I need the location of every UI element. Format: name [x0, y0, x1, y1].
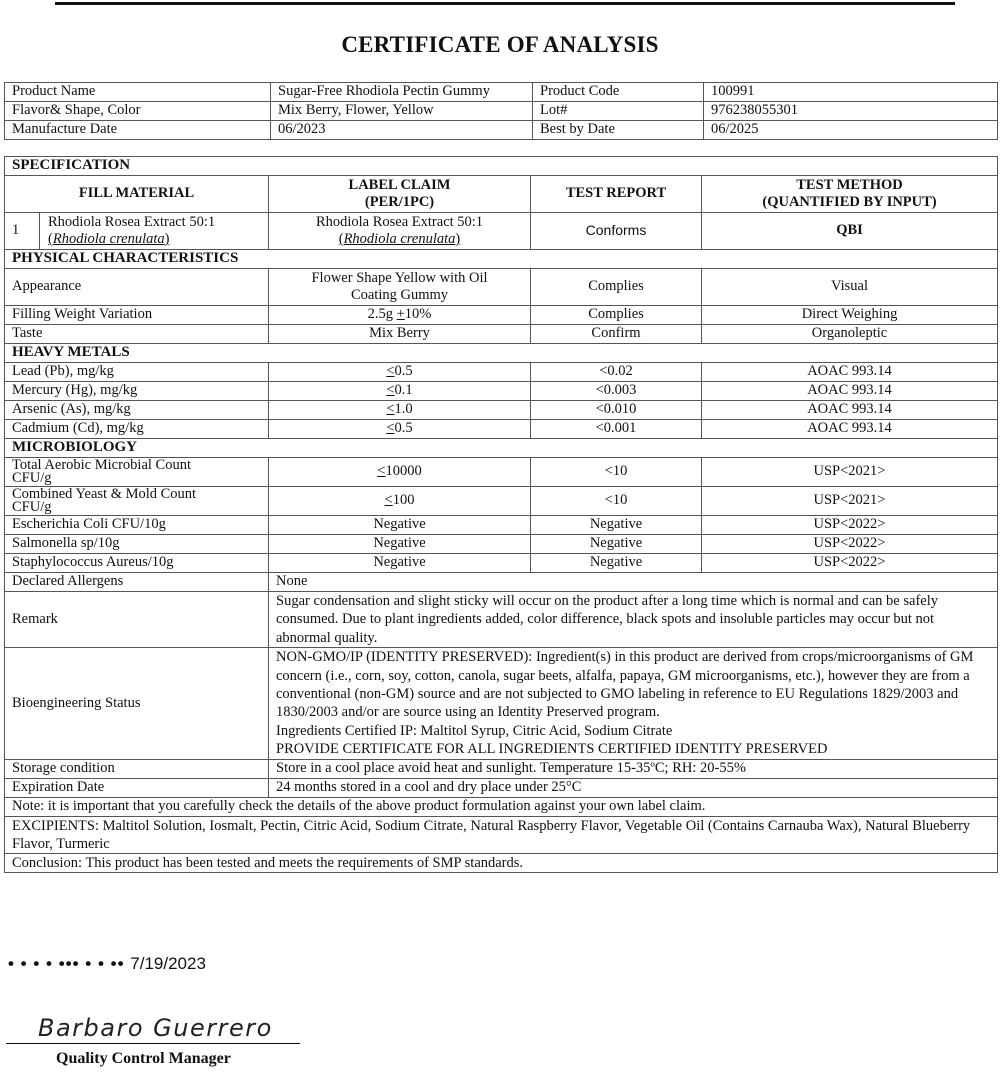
micro-label: Escherichia Coli CFU/10g: [5, 516, 269, 535]
signature-date: 7/19/2023: [130, 954, 206, 973]
table-row: [5, 420, 998, 439]
weight-claim-pm: +: [396, 306, 405, 323]
fill-claim-latin-open: (: [338, 231, 344, 247]
metal-claim-sym: <: [386, 401, 395, 418]
micro-report: Negative: [531, 516, 702, 535]
appearance-claim-line2: Coating Gummy: [350, 287, 449, 303]
section-header-row: [5, 250, 998, 269]
expiration-value: 24 months stored in a cool and dry place under 25°C: [269, 778, 998, 797]
value-cell: Sugar-Free Rhodiola Pectin Gummy: [271, 83, 533, 102]
yeast-mold-label: [5, 487, 269, 516]
appearance-label: Appearance: [5, 269, 269, 306]
signature-date-line: [8, 954, 206, 974]
expiration-label: Expiration Date: [5, 778, 269, 797]
table-row: [5, 854, 998, 873]
metal-claim-sym: <: [386, 382, 395, 399]
micro-method: USP<2022>: [702, 554, 998, 573]
fill-material-cell: [5, 213, 269, 250]
fill-latin: Rhodiola crenulata: [52, 231, 165, 247]
top-rule: [55, 2, 955, 5]
table-row: [5, 487, 998, 516]
metal-report: <0.02: [531, 363, 702, 382]
value-cell: Mix Berry, Flower, Yellow: [271, 102, 533, 121]
metal-claim: [269, 382, 531, 401]
bioengineering-provide: PROVIDE CERTIFICATE FOR ALL INGREDIENTS CERTIFIED IDENTITY PRESERVED: [276, 741, 828, 758]
fill-claim-latin-close: ): [455, 231, 461, 247]
micro-report: Negative: [531, 554, 702, 573]
table-row: [5, 535, 998, 554]
handwritten-signature: Barbaro Guerrero: [38, 1014, 273, 1042]
fill-name: Rhodiola Rosea Extract 50:1: [48, 214, 216, 230]
micro-method: USP<2022>: [702, 516, 998, 535]
label-cell: Manufacture Date: [5, 121, 271, 140]
test-report-header: TEST REPORT: [531, 176, 702, 213]
label-claim-header-line1: LABEL CLAIM: [348, 177, 451, 193]
signature-line: [6, 1043, 300, 1044]
micro-method: USP<2022>: [702, 535, 998, 554]
remark-label: Remark: [5, 592, 269, 648]
micro-claim: Negative: [269, 516, 531, 535]
tac-label-line2: CFU/g: [12, 470, 52, 486]
metal-claim-sym: <: [386, 363, 395, 380]
storage-label: Storage condition: [5, 759, 269, 778]
tac-claim-val: 10000: [385, 463, 422, 480]
metal-label: Lead (Pb), mg/kg: [5, 363, 269, 382]
metal-claim-val: 0.5: [394, 363, 413, 380]
label-cell: Product Code: [533, 83, 704, 102]
table-row: [5, 778, 998, 797]
heavy-metals-heading: HEAVY METALS: [5, 344, 998, 363]
label-claim-header-line2: (PER/1PC): [364, 194, 435, 210]
signer-role: Quality Control Manager: [56, 1050, 231, 1067]
metal-claim: [269, 420, 531, 439]
tac-claim: [269, 458, 531, 487]
section-header-row: [5, 344, 998, 363]
weight-claim-pct: 10%: [404, 306, 432, 323]
allergens-value: None: [269, 573, 998, 592]
micro-label: Staphylococcus Aureus/10g: [5, 554, 269, 573]
micro-report: Negative: [531, 535, 702, 554]
metal-method: AOAC 993.14: [702, 363, 998, 382]
product-info-table: [4, 82, 998, 140]
test-method-header: [702, 176, 998, 213]
table-row: [5, 592, 998, 648]
fill-claim-cell: [269, 213, 531, 250]
table-row: [5, 458, 998, 487]
table-row: [5, 816, 998, 854]
fill-material-inner-row: [5, 213, 268, 249]
weight-report: Complies: [531, 306, 702, 325]
taste-claim: Mix Berry: [269, 325, 531, 344]
fill-report: Conforms: [531, 213, 702, 250]
test-method-header-line1: TEST METHOD: [796, 177, 903, 193]
tac-label-line1: Total Aerobic Microbial Count: [12, 457, 191, 473]
bioengineering-text: [269, 648, 998, 759]
yeast-mold-claim-val: 100: [392, 492, 415, 509]
micro-claim: Negative: [269, 554, 531, 573]
physical-heading: PHYSICAL CHARACTERISTICS: [5, 250, 998, 269]
table-row: [5, 382, 998, 401]
metal-method: AOAC 993.14: [702, 382, 998, 401]
metal-claim-val: 0.5: [394, 420, 413, 437]
table-row: [5, 269, 998, 306]
table-row: [5, 102, 998, 121]
taste-method: Organoleptic: [702, 325, 998, 344]
specification-table: [4, 156, 998, 873]
appearance-claim: [269, 269, 531, 306]
fill-material-row: [5, 213, 998, 250]
value-cell: 976238055301: [704, 102, 998, 121]
metal-method: AOAC 993.14: [702, 420, 998, 439]
yeast-mold-label-line2: CFU/g: [12, 499, 52, 515]
tac-report: <10: [531, 458, 702, 487]
column-header-row: [5, 176, 998, 213]
table-row: [5, 759, 998, 778]
appearance-method: Visual: [702, 269, 998, 306]
bioengineering-ip: Ingredients Certified IP: Maltitol Syrup, Citric Acid, Sodium Citrate: [276, 722, 673, 739]
metal-claim-val: 1.0: [394, 401, 413, 418]
section-header-row: [5, 439, 998, 458]
value-cell: 100991: [704, 83, 998, 102]
tac-method: USP<2021>: [702, 458, 998, 487]
metal-report: <0.001: [531, 420, 702, 439]
value-cell: 06/2025: [704, 121, 998, 140]
fill-latin-close: ): [164, 231, 170, 247]
weight-claim-base: 2.5g: [367, 306, 397, 323]
fill-index: 1: [5, 213, 40, 249]
fill-latin-open: (: [48, 231, 53, 247]
metal-report: <0.010: [531, 401, 702, 420]
fill-name-cell: [40, 213, 269, 249]
appearance-report: Complies: [531, 269, 702, 306]
metal-report: <0.003: [531, 382, 702, 401]
table-row: [5, 573, 998, 592]
table-row: [5, 516, 998, 535]
weight-label: Filling Weight Variation: [5, 306, 269, 325]
micro-claim: Negative: [269, 535, 531, 554]
tac-label: [5, 458, 269, 487]
metal-label: Cadmium (Cd), mg/kg: [5, 420, 269, 439]
table-row: [5, 325, 998, 344]
table-row: [5, 83, 998, 102]
taste-report: Confirm: [531, 325, 702, 344]
weight-method: Direct Weighing: [702, 306, 998, 325]
yeast-mold-claim-sym: <: [384, 492, 393, 509]
metal-label: Mercury (Hg), mg/kg: [5, 382, 269, 401]
label-cell: Product Name: [5, 83, 271, 102]
metal-label: Arsenic (As), mg/kg: [5, 401, 269, 420]
test-method-header-line2: (QUANTIFIED BY INPUT): [762, 194, 937, 210]
yeast-mold-method: USP<2021>: [702, 487, 998, 516]
taste-label: Taste: [5, 325, 269, 344]
excipients-text: EXCIPIENTS: Maltitol Solution, Iosmalt, Pectin, Citric Acid, Sodium Citrate, Natural Raspberry Flavor, Vegetable Oil (Contains Carnauba Wax), Natural Blueberry Flavor, Turmeric: [5, 816, 998, 854]
label-cell: Flavor& Shape, Color: [5, 102, 271, 121]
table-row: [5, 121, 998, 140]
micro-label: Salmonella sp/10g: [5, 535, 269, 554]
specification-heading: SPECIFICATION: [5, 157, 998, 176]
remark-text: Sugar condensation and slight sticky will occur on the product after a long time which is normal and can be safely consumed. Due to plant ingredients added, color difference, black spots and insoluble particles may occur but not abnormal quality.: [269, 592, 998, 648]
weight-claim: [269, 306, 531, 325]
metal-claim: [269, 401, 531, 420]
yeast-mold-label-line1: Combined Yeast & Mold Count: [12, 486, 197, 502]
table-row: [5, 797, 998, 816]
metal-claim: [269, 363, 531, 382]
fill-material-header: FILL MATERIAL: [5, 176, 269, 213]
conclusion-text: Conclusion: This product has been tested and meets the requirements of SMP standards.: [5, 854, 998, 873]
table-row: [5, 648, 998, 759]
fill-claim-name: Rhodiola Rosea Extract 50:1: [315, 214, 484, 230]
label-claim-header: [269, 176, 531, 213]
table-row: [5, 363, 998, 382]
metal-claim-val: 0.1: [394, 382, 413, 399]
storage-value: Store in a cool place avoid heat and sunlight. Temperature 15-35ºC; RH: 20-55%: [269, 759, 998, 778]
fill-material-inner: [5, 213, 268, 249]
table-row: [5, 554, 998, 573]
fill-claim-latin: Rhodiola crenulata: [343, 231, 456, 247]
metal-claim-sym: <: [386, 420, 395, 437]
allergens-label: Declared Allergens: [5, 573, 269, 592]
yeast-mold-claim: [269, 487, 531, 516]
section-header-row: [5, 157, 998, 176]
microbiology-heading: MICROBIOLOGY: [5, 439, 998, 458]
table-row: [5, 401, 998, 420]
appearance-claim-line1: Flower Shape Yellow with Oil: [311, 270, 488, 286]
label-cell: Lot#: [533, 102, 704, 121]
bioengineering-label: Bioengineering Status: [5, 648, 269, 759]
fill-method: QBI: [702, 213, 998, 250]
value-cell: 06/2023: [271, 121, 533, 140]
document-title: CERTIFICATE OF ANALYSIS: [341, 32, 659, 57]
signature-dots: • • • • ••• • • ••: [8, 954, 131, 973]
bioengineering-statement: NON-GMO/IP (IDENTITY PRESERVED): Ingredient(s) in this product are derived from crops/microorganisms of GM concern (i.e., corn, soy, cotton, canola, sugar beets, alfalfa, papaya, GM microorganisms, etc.), however they are from a conventional (non-GM) source and are not subjected to GMO labeling in reference to EU Regulations 1829/2003 and 1830/2003 and/or are source using an Identity Preserved program.: [276, 649, 974, 721]
yeast-mold-report: <10: [531, 487, 702, 516]
table-row: [5, 306, 998, 325]
tac-claim-sym: <: [377, 463, 386, 480]
label-cell: Best by Date: [533, 121, 704, 140]
metal-method: AOAC 993.14: [702, 401, 998, 420]
note-text: Note: it is important that you carefully check the details of the above product formulation against your own label claim.: [5, 797, 998, 816]
